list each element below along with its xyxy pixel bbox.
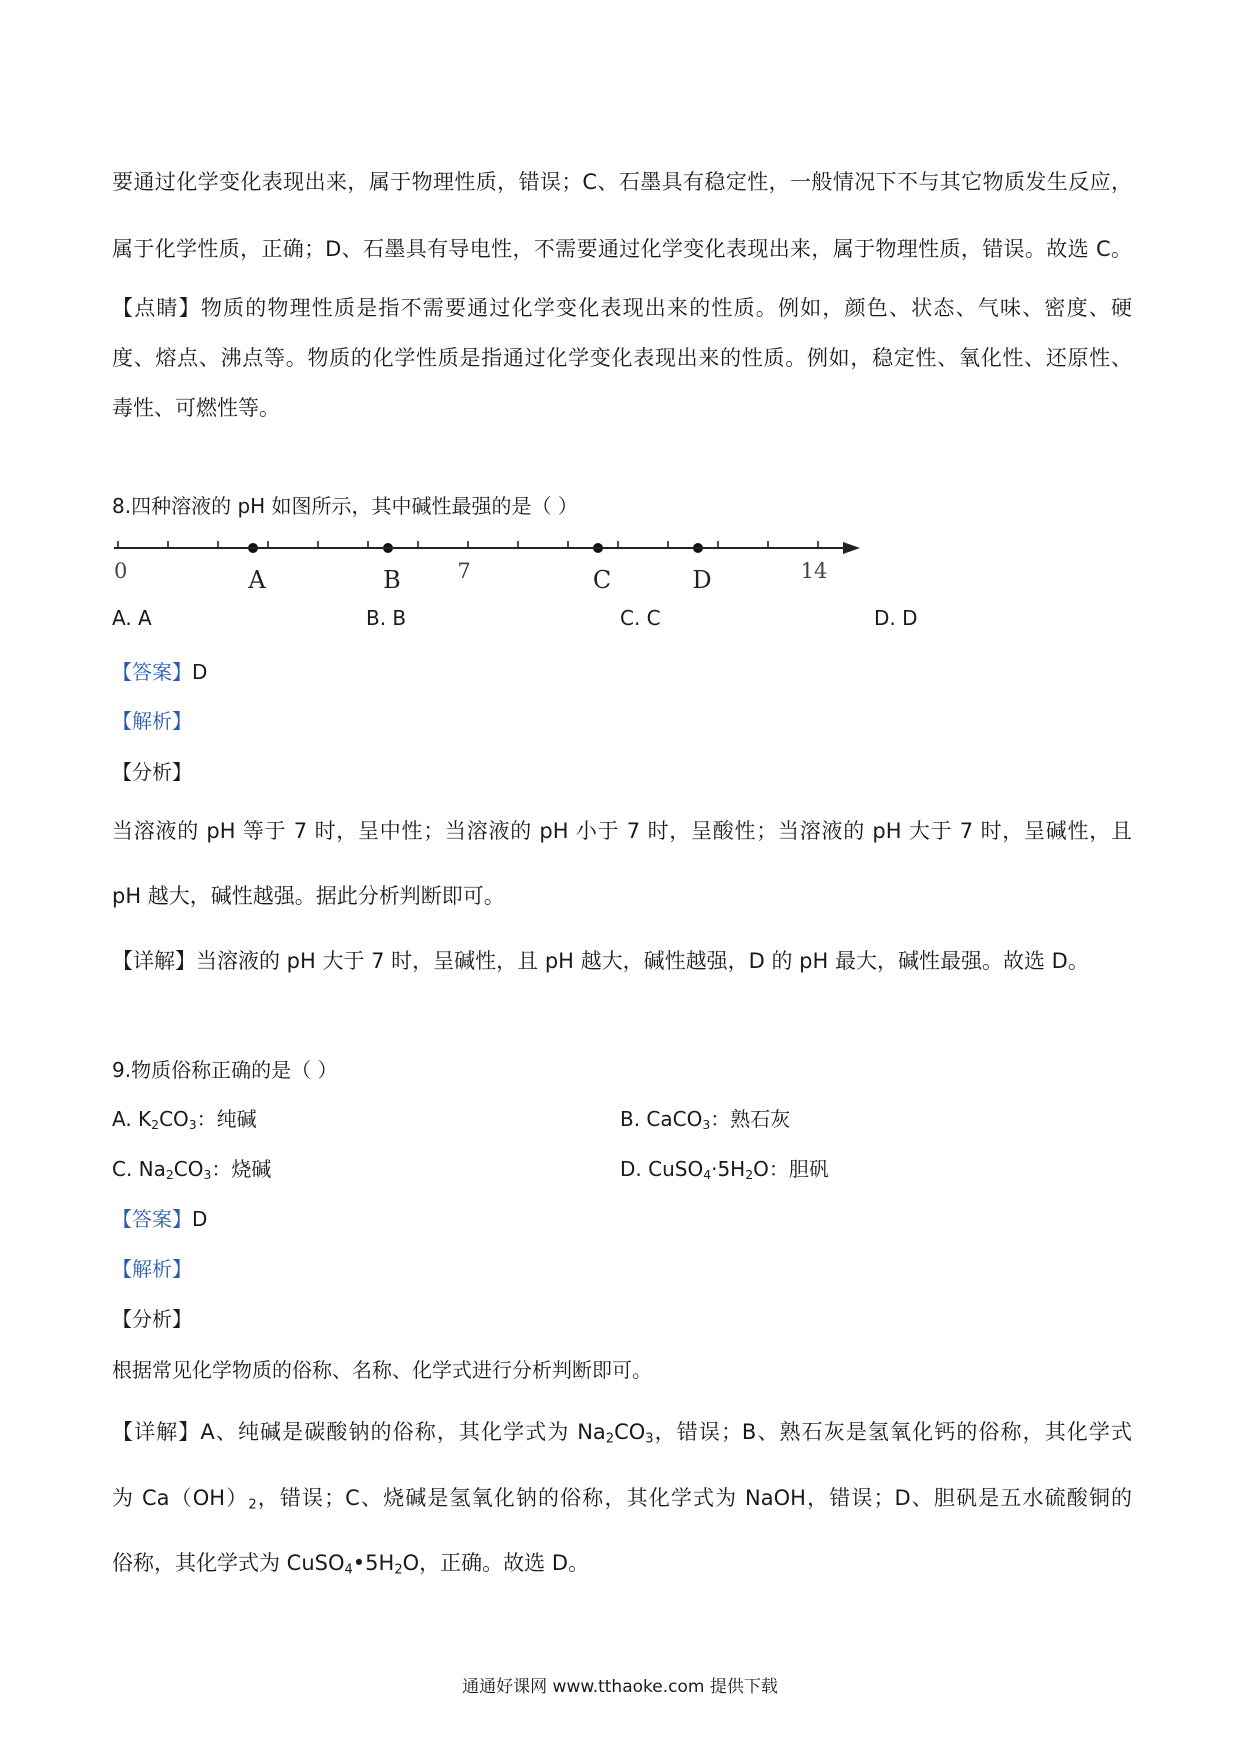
q8-option-c: C. C <box>620 606 661 630</box>
ph-point-label: B <box>383 566 401 594</box>
q8-xiangjie: 【详解】当溶液的 pH 大于 7 时，呈碱性，且 pH 越大，碱性越强，D 的 pH 最大，碱性最强。故选 D。 <box>112 949 1089 973</box>
dianjing-line-3: 毒性、可燃性等。 <box>112 396 280 420</box>
q8-fenxi-line-2: pH 越大，碱性越强。据此分析判断即可。 <box>112 884 505 908</box>
ph-point-label: A <box>248 566 266 594</box>
q9-option-b: B. CaCO$_3$：熟石灰 <box>620 1107 791 1133</box>
q9-answer: 【答案】D <box>112 1207 208 1231</box>
dianjing-line-1: 【点睛】物质的物理性质是指不需要通过化学变化表现出来的性质。例如，颜色、状态、气味、密度、硬 <box>112 296 1133 320</box>
q9-fenxi-tag: 【分析】 <box>112 1307 192 1331</box>
ph-point-label: C <box>592 566 612 594</box>
q9-xiangjie-line-3: 俗称，其化学式为 $CuSO_4•5H_2O$，正确。故选 D。 <box>112 1551 589 1578</box>
q8-stem: 8.四种溶液的 pH 如图所示，其中碱性最强的是（ ） <box>112 494 578 518</box>
dianjing-line-2: 度、熔点、沸点等。物质的化学性质是指通过化学变化表现出来的性质。例如，稳定性、氧化性、还原性、 <box>112 346 1132 370</box>
ph-point-label: D <box>692 566 712 594</box>
q9-answer-tag: 【答案】 <box>112 1207 192 1231</box>
q8-xiangjie-tag: 【详解】 <box>112 949 196 973</box>
dianjing-tag: 【点睛】 <box>112 296 201 320</box>
q9-stem: 9.物质俗称正确的是（ ） <box>112 1058 338 1082</box>
q8-jiexi-tag: 【解析】 <box>112 709 192 733</box>
q9-option-a: A. $K_2CO_3$：纯碱 <box>112 1107 257 1133</box>
q9-jiexi-tag: 【解析】 <box>112 1257 192 1281</box>
ph-axis-arrow <box>843 542 860 554</box>
q8-answer: 【答案】D <box>112 660 208 684</box>
page-footer: 通通好课网 www.tthaoke.com 提供下载 <box>462 1677 778 1697</box>
q8-option-d: D. D <box>874 606 918 630</box>
ph-tick-label: 0 <box>114 559 128 583</box>
q8-answer-tag: 【答案】 <box>112 660 192 684</box>
intro-line-1: 要通过化学变化表现出来，属于物理性质，错误；C、石墨具有稳定性，一般情况下不与其它物质发生反应， <box>112 170 1132 194</box>
q8-fenxi-tag: 【分析】 <box>112 760 192 784</box>
ph-tick-label: 7 <box>457 559 471 583</box>
q9-fenxi: 根据常见化学物质的俗称、名称、化学式进行分析判断即可。 <box>112 1358 652 1382</box>
q9-xiangjie-line-1: 【详解】A、纯碱是碳酸钠的俗称，其化学式为 $Na_2CO_3$，错误；B、熟石灰是氢氧化钙的俗称，其化学式 <box>112 1420 1133 1447</box>
q9-option-d: D. $CuSO_4\cdot 5H_2O$：胆矾 <box>620 1157 829 1183</box>
q9-xiangjie-tag: 【详解】 <box>112 1420 201 1444</box>
ph-tick-label: 14 <box>800 559 828 583</box>
q8-fenxi-line-1: 当溶液的 pH 等于 7 时，呈中性；当溶液的 pH 小于 7 时，呈酸性；当溶液的 pH 大于 7 时，呈碱性，且 <box>112 819 1132 843</box>
q9-option-c: C. $Na_2CO_3$：烧碱 <box>112 1157 272 1183</box>
ph-number-line <box>108 520 868 600</box>
q8-option-a: A. A <box>112 606 152 630</box>
q9-xiangjie-line-2: 为 $Ca(OH)_2$，错误；C、烧碱是氢氧化钠的俗称，其化学式为 NaOH，错误；D、胆矾是五水硫酸铜的 <box>112 1486 1133 1513</box>
q8-option-b: B. B <box>366 606 407 630</box>
intro-line-2: 属于化学性质，正确；D、石墨具有导电性，不需要通过化学变化表现出来，属于物理性质，错误。故选 C。 <box>112 237 1132 261</box>
